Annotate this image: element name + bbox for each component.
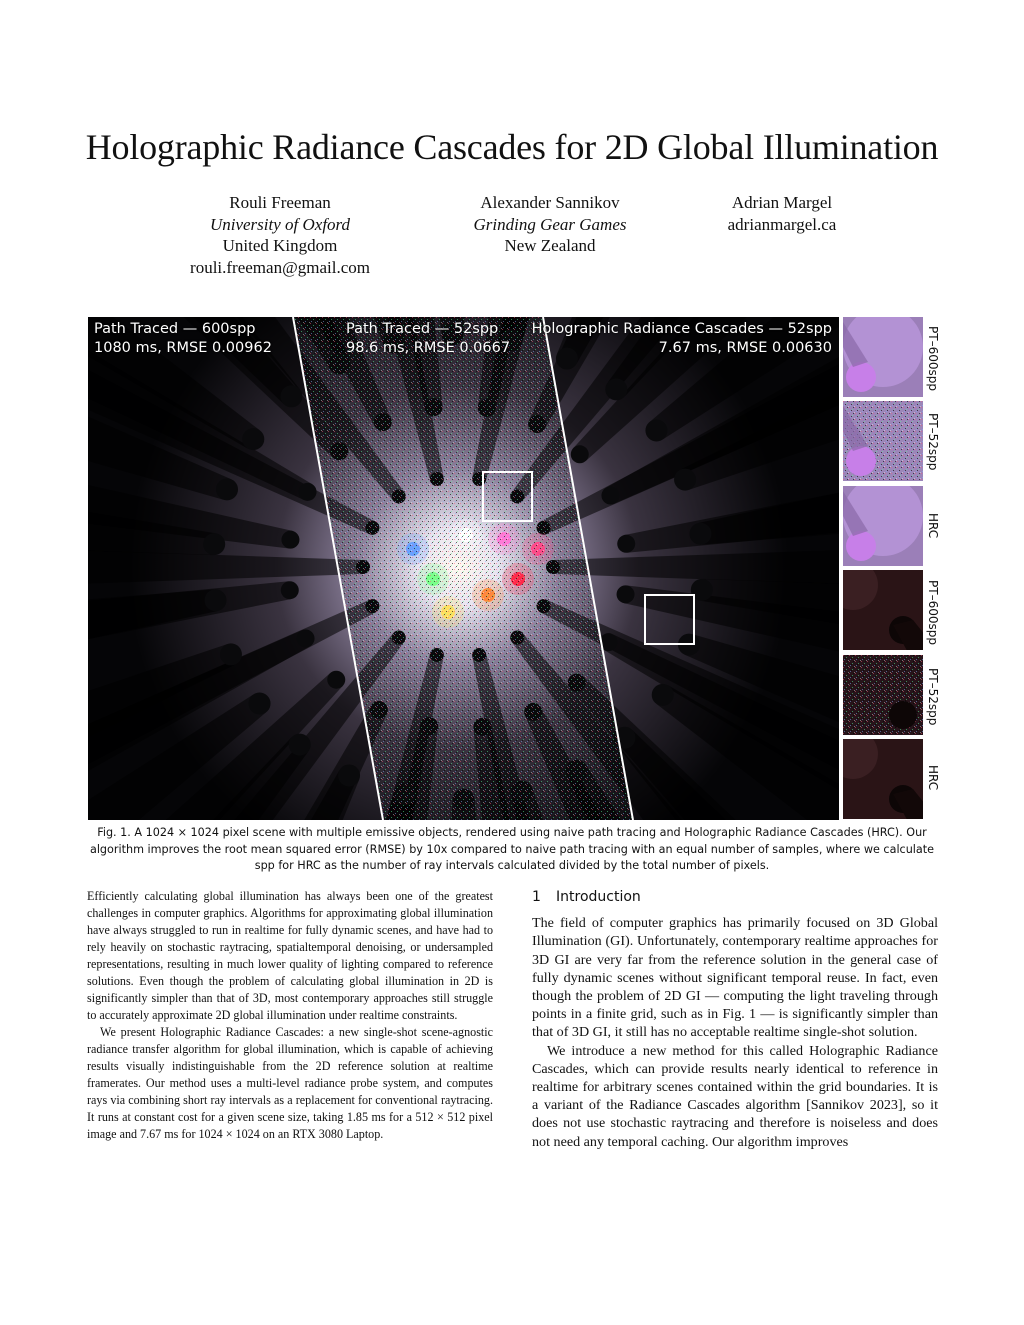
intro-paragraph-2: We introduce a new method for this called Holographic Radiance Cascades, which can provide results nearly identical to reference in realtime for arbitrary scenes contained within the grid boundaries. It is a variant of the Radiance Cascades algorithm [Sannikov 2023], so it does not use stochastic raytracing and therefore is noiseless and does not need any temporal caching. Our algorithm improves bbox=[532, 1042, 938, 1150]
author-affiliation: University of Oxford bbox=[209, 214, 351, 234]
occluder bbox=[605, 378, 627, 400]
inset-image-hrc-bottom bbox=[843, 739, 923, 819]
occluder bbox=[281, 581, 299, 599]
occluder bbox=[617, 585, 635, 603]
occluder bbox=[327, 671, 345, 689]
occluder bbox=[571, 445, 589, 463]
occluder bbox=[299, 483, 317, 501]
teaser-figure bbox=[88, 317, 839, 820]
section-number: 1 bbox=[532, 889, 541, 905]
introduction-section bbox=[532, 888, 938, 1151]
inset-image-pt600-bottom bbox=[843, 570, 923, 650]
author-name: Alexander Sannikov bbox=[480, 193, 620, 212]
author-block-3 bbox=[672, 192, 892, 235]
inset-image-hrc-top bbox=[843, 486, 923, 566]
panel-label-pt600: Path Traced — 600spp 1080 ms, RMSE 0.00962 bbox=[94, 321, 272, 356]
author-block-1 bbox=[170, 192, 390, 278]
occluder bbox=[674, 469, 696, 491]
occluder bbox=[280, 385, 302, 407]
occluder bbox=[216, 478, 238, 500]
occluder bbox=[249, 692, 271, 714]
occluder bbox=[689, 523, 711, 545]
section-title: Introduction bbox=[556, 889, 641, 905]
author-website[interactable]: adrianmargel.ca bbox=[727, 214, 837, 234]
occluder bbox=[205, 589, 227, 611]
panel-label-hrc: Holographic Radiance Cascades — 52spp 7.67 ms, RMSE 0.00630 bbox=[531, 321, 832, 356]
intro-paragraph-1: The field of computer graphics has primarily focused on 3D Global Illumination (GI). Unfortunately, contemporary realtime approaches for 3D GI are very far from the reference solution in the general case of fully dynamic scenes without significant temporal reuse. In fact, even though the problem of 2D GI — computing the light traveling through points in a finite grid, such as in Fig. 1 — is significantly simpler than that of 3D GI, it still has no acceptable realtime single-shot solution. bbox=[532, 915, 938, 1041]
occluder bbox=[289, 734, 311, 756]
occluder bbox=[220, 643, 242, 665]
author-name: Rouli Freeman bbox=[229, 193, 331, 212]
figure-caption: Fig. 1. A 1024 × 1024 pixel scene with multiple emissive objects, rendered using naive path tracing and Holographic Radiance Cascades (HRC). Our algorithm improves the root mean squared error (RMSE) by 10x compared to naive path tracing with an equal number of samples, where we calculate spp for HRC as the number of ray intervals calculated divided by the total number of pixels. bbox=[89, 826, 935, 872]
occluder bbox=[338, 764, 360, 786]
teaser-render bbox=[88, 317, 839, 820]
abstract-paragraph-2: We present Holographic Radiance Cascades: a new single-shot scene-agnostic radiance transfer algorithm for global illumination, which is capable of achieving results visually indistinguishable from the 2D reference solution at realtime framerates. Our method uses a multi-level radiance probe system, and computes rays via combining short ray intervals as a replacement for conventional raytracing. It runs at constant cost for a given scene size, taking 1.85 ms for a 512 × 512 pixel image and 7.67 ms for 1024 × 1024 on an RTX 3080 Laptop. bbox=[87, 1025, 493, 1141]
occluder bbox=[617, 535, 635, 553]
author-location: United Kingdom bbox=[222, 236, 338, 255]
occluder bbox=[652, 684, 674, 706]
occluder bbox=[601, 487, 619, 505]
author-email[interactable]: rouli.freeman@gmail.com bbox=[190, 257, 370, 277]
abstract-paragraph-1: Efficiently calculating global illumination has always been one of the greatest challenges in computer graphics. Algorithms for approximating global illumination have always struggled to run in realtime for fully dynamic scenes, and have had to rely heavily on stochastic raytracing, spatialtemporal denoising, or undersampled representations, resulting in much lower quality of lighting compared to reference solutions. Even though the problem of calculating global illumination in 2D is significantly simpler than that of 3D, most contemporary approaches still struggle to accurately approximate 2D global illumination under realtime constraints. bbox=[87, 889, 493, 1022]
abstract bbox=[87, 888, 493, 1143]
inset-image-pt600-top bbox=[843, 317, 923, 397]
author-affiliation: Grinding Gear Games bbox=[473, 214, 627, 234]
occluder bbox=[281, 531, 299, 549]
panel-label-pt52: Path Traced — 52spp 98.6 ms, RMSE 0.0667 bbox=[346, 321, 511, 356]
inset-image-pt52-top bbox=[843, 401, 923, 481]
section-heading bbox=[532, 888, 938, 906]
inset-image-pt52-bottom bbox=[843, 655, 923, 735]
occluder bbox=[645, 420, 667, 442]
author-name: Adrian Margel bbox=[731, 193, 833, 212]
occluder bbox=[242, 428, 264, 450]
paper-title: Holographic Radiance Cascades for 2D Global Illumination bbox=[85, 127, 939, 167]
occluder bbox=[297, 629, 315, 647]
author-location: New Zealand bbox=[504, 236, 596, 255]
author-block-2 bbox=[440, 192, 660, 257]
occluder bbox=[203, 533, 225, 555]
